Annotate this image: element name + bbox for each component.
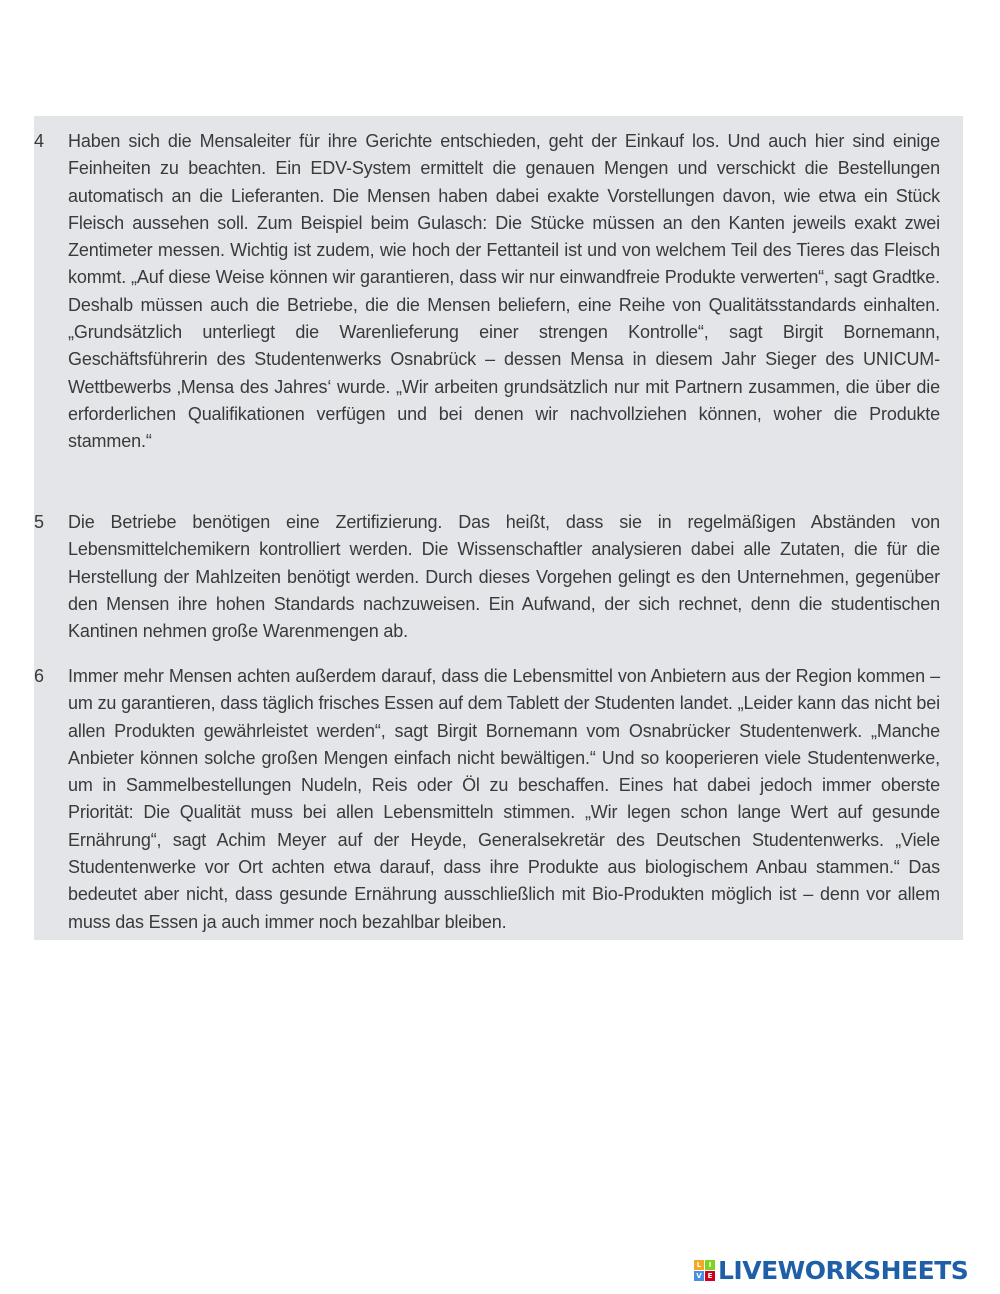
- paragraph-text: Die Betriebe benötigen eine Zertifizierung. Das heißt, dass sie in regelmäßigen Abständen von Lebensmittelchemikern kontrolliert werden. Die Wissenschaftler analysieren dabei alle Zutaten, die für die Herstellung der Mahlzeiten benötigt werden. Durch dieses Vorgehen gelingt es den Unternehmen, gegenüber den Mensen ihre hohen Standards nachzuweisen. Ein Aufwand, der sich rechnet, denn die studentischen Kantinen nehmen große Warenmengen ab.: [68, 512, 940, 642]
- paragraph-text: Haben sich die Mensaleiter für ihre Gerichte entschieden, geht der Einkauf los. Und auch hier sind einige Feinheiten zu beachten. Ein EDV-System ermittelt die genauen Mengen und verschickt die Bestellungen automatisch an die Lieferanten. Die Mensen haben dabei exakte Vorstellungen davon, wie etwa ein Stück Fleisch aussehen soll. Zum Beispiel beim Gulasch: Die Stücke müssen an den Kanten jeweils exakt zwei Zentimeter messen. Wichtig ist zudem, wie hoch der Fettanteil ist und von welchem Teil des Tieres das Fleisch kommt. „Auf diese Weise können wir garantieren, dass wir nur einwandfreie Produkte verwerten“, sagt Gradtke. Deshalb müssen auch die Betriebe, die die Mensen beliefern, eine Reihe von Qualitätsstandards einhalten. „Grundsätzlich unterliegt die Warenlieferung einer strengen Kontrolle“, sagt Birgit Bornemann, Geschäftsführerin des Studentenwerks Osnabrück – dessen Mensa in diesem Jahr Sieger des UNICUM-Wettbewerbs ‚Mensa des Jahres‘ wurde. „Wir arbeiten grundsätzlich nur mit Partnern zusammen, die über die erforderlichen Qualifikationen verfügen und bei denen wir nachvollziehen können, woher die Produkte stammen.“: [68, 131, 940, 452]
- paragraph-number: 6: [34, 666, 45, 686]
- liveworksheets-logo[interactable]: [694, 1255, 968, 1285]
- liveworksheets-logo-icon: [694, 1260, 715, 1281]
- paragraph-number: 5: [34, 512, 45, 532]
- logo-text: LIVEWORKSHEETS: [718, 1255, 969, 1285]
- logo-tile-l: L: [694, 1260, 704, 1270]
- logo-tile-i: I: [705, 1260, 715, 1270]
- text-panel: [34, 116, 963, 940]
- logo-tile-e: E: [705, 1271, 715, 1281]
- paragraph-text: Immer mehr Mensen achten außerdem darauf, dass die Lebensmittel von Anbietern aus der Region kommen – um zu garantieren, dass täglich frisches Essen auf dem Tablett der Studenten landet. „Leider kann das nicht bei allen Produkten gewährleistet werden“, sagt Birgit Bornemann vom Osnabrücker Studentenwerk. „Manche Anbieter können solche großen Mengen einfach nicht bewältigen.“ Und so kooperieren viele Studentenwerke, um in Sammelbestellungen Nudeln, Reis oder Öl zu beschaffen. Eines hat dabei jedoch immer oberste Priorität: Die Qualität muss bei allen Lebensmitteln stimmen. „Wir legen schon lange Wert auf gesunde Ernährung“, sagt Achim Meyer auf der Heyde, Generalsekretär des Deutschen Studentenwerks. „Viele Studentenwerke vor Ort achten etwa darauf, dass ihre Produkte aus biologischem Anbau stammen.“ Das bedeutet aber nicht, dass gesunde Ernährung ausschließlich mit Bio-Produkten möglich ist – denn vor allem muss das Essen ja auch immer noch bezahlbar bleiben.: [68, 666, 940, 932]
- logo-tile-v: V: [694, 1271, 704, 1281]
- paragraph-number: 4: [34, 131, 45, 151]
